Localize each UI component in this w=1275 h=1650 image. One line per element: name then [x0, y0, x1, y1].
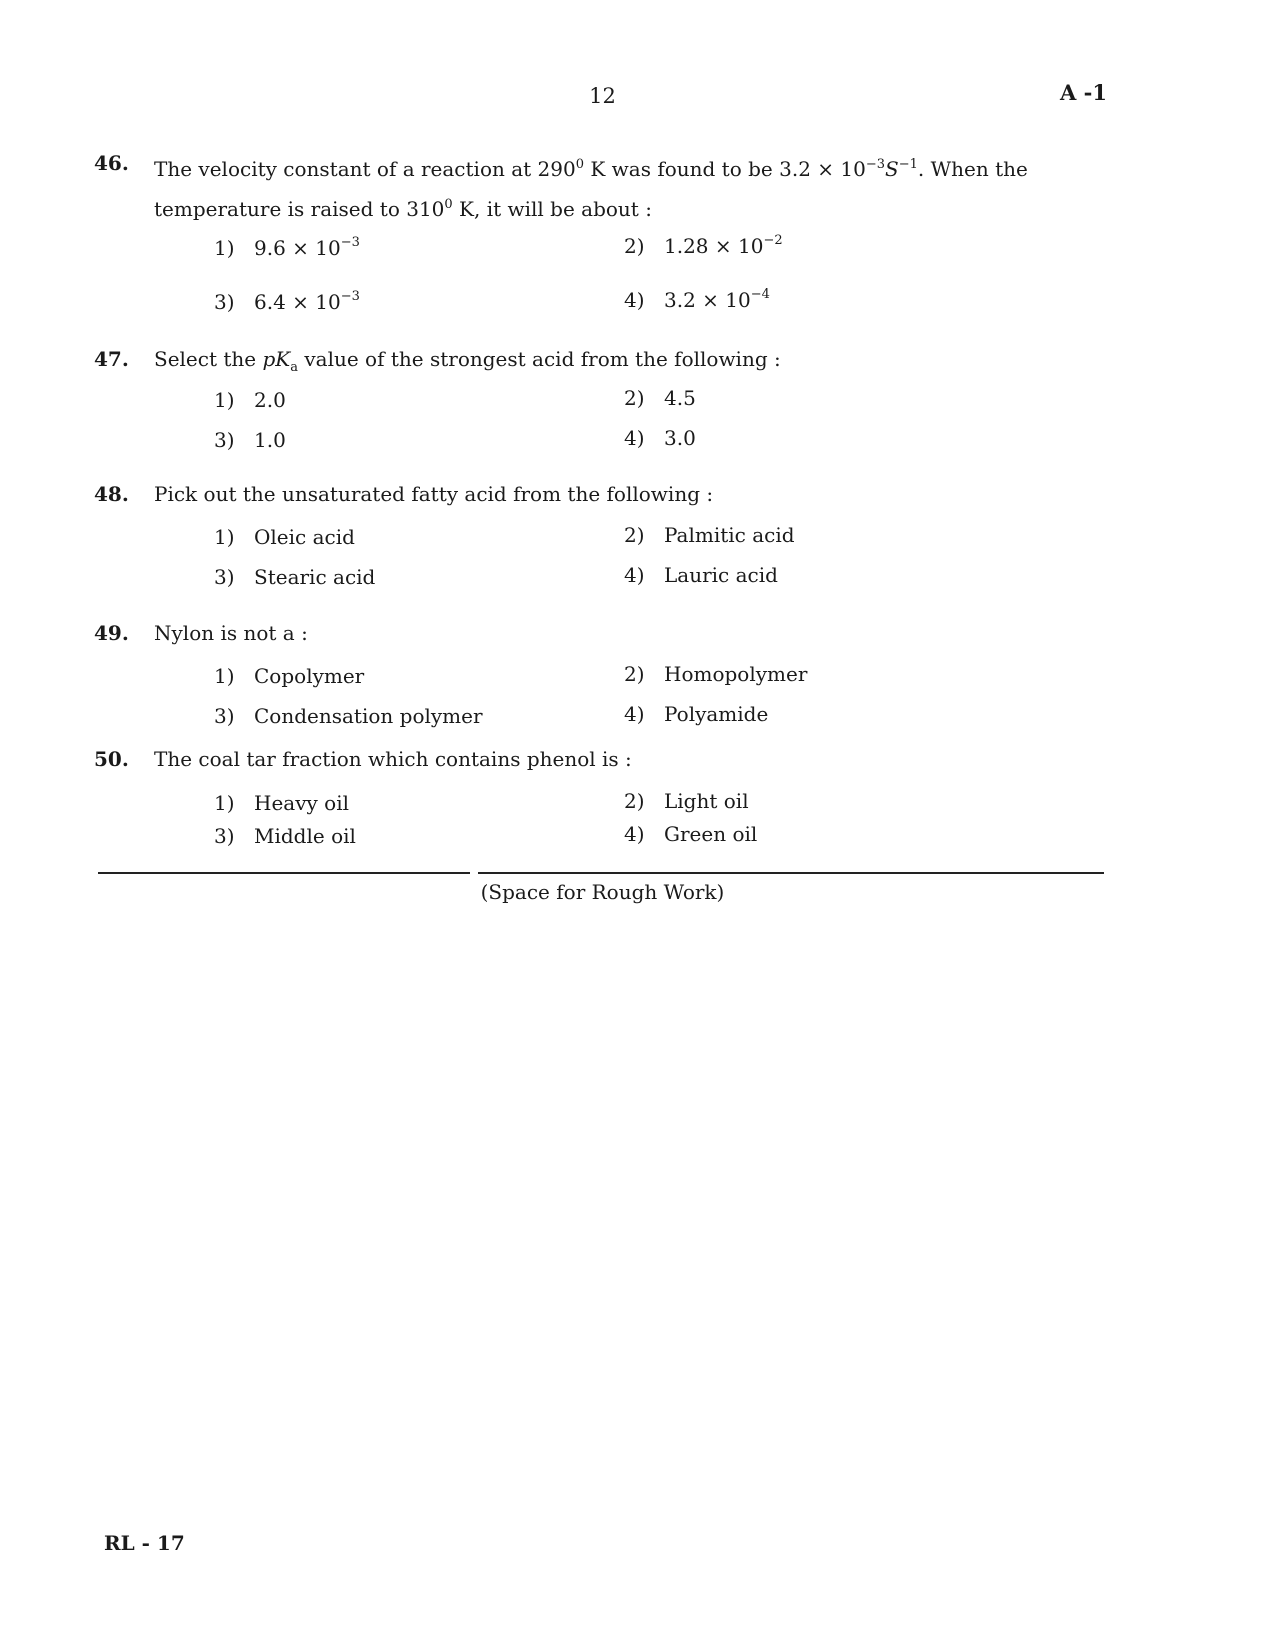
- question-46-option-4: 4) $3.2 \times 10^{-4}$: [624, 287, 770, 312]
- question-50-option-1: 1) Heavy oil: [214, 791, 349, 815]
- question-50-option-2: 2) Light oil: [624, 789, 749, 813]
- divider-right: [478, 872, 1104, 874]
- question-49: [94, 616, 1104, 651]
- question-46-option-3: 3) $6.4 \times 10^{-3}$: [214, 289, 360, 314]
- question-47-option-1: 1) 2.0: [214, 388, 286, 412]
- divider-left: [98, 872, 470, 874]
- set-code: A -1: [1060, 80, 1107, 105]
- question-text: Pick out the unsaturated fatty acid from the following :: [154, 482, 714, 506]
- page-number: 12: [589, 84, 616, 108]
- question-46: [94, 147, 1104, 227]
- question-47-option-4: 4) 3.0: [624, 426, 696, 450]
- question-48-option-4: 4) Lauric acid: [624, 563, 778, 587]
- question-46-option-1: 1) $9.6 \times 10^{-3}$: [214, 235, 360, 260]
- question-number: 46.: [94, 151, 129, 175]
- question-number: 49.: [94, 621, 129, 645]
- footer-code: RL - 17: [104, 1531, 185, 1555]
- question-text: The coal tar fraction which contains phenol is :: [154, 747, 632, 771]
- question-49-option-4: 4) Polyamide: [624, 702, 769, 726]
- question-48: [94, 477, 1104, 512]
- question-text: Nylon is not a :: [154, 621, 308, 645]
- question-text: Select the $pK_a$ value of the strongest acid from the following :: [154, 347, 781, 375]
- question-47: [94, 342, 1104, 385]
- question-48-option-1: 1) Oleic acid: [214, 525, 355, 549]
- question-number: 47.: [94, 347, 129, 371]
- question-49-option-1: 1) Copolymer: [214, 664, 365, 688]
- question-49-option-3: 3) Condensation polymer: [214, 704, 483, 728]
- question-48-option-2: 2) Palmitic acid: [624, 523, 795, 547]
- question-46-option-2: 2) $1.28 \times 10^{-2}$: [624, 233, 783, 258]
- question-number: 50.: [94, 747, 129, 771]
- question-50: [94, 742, 1104, 777]
- question-48-option-3: 3) Stearic acid: [214, 565, 376, 589]
- rough-work-label: (Space for Rough Work): [480, 880, 725, 904]
- question-47-option-2: 2) 4.5: [624, 386, 696, 410]
- question-50-option-4: 4) Green oil: [624, 822, 758, 846]
- question-number: 48.: [94, 482, 129, 506]
- question-text: The velocity constant of a reaction at $290^0$ K was found to be $3.2 \times 10^{-3}S^{-1}$. When the temperature is raised to $310^0$ K, it will be about :: [154, 157, 1028, 221]
- question-47-option-3: 3) 1.0: [214, 428, 286, 452]
- question-50-option-3: 3) Middle oil: [214, 824, 356, 848]
- question-49-option-2: 2) Homopolymer: [624, 662, 808, 686]
